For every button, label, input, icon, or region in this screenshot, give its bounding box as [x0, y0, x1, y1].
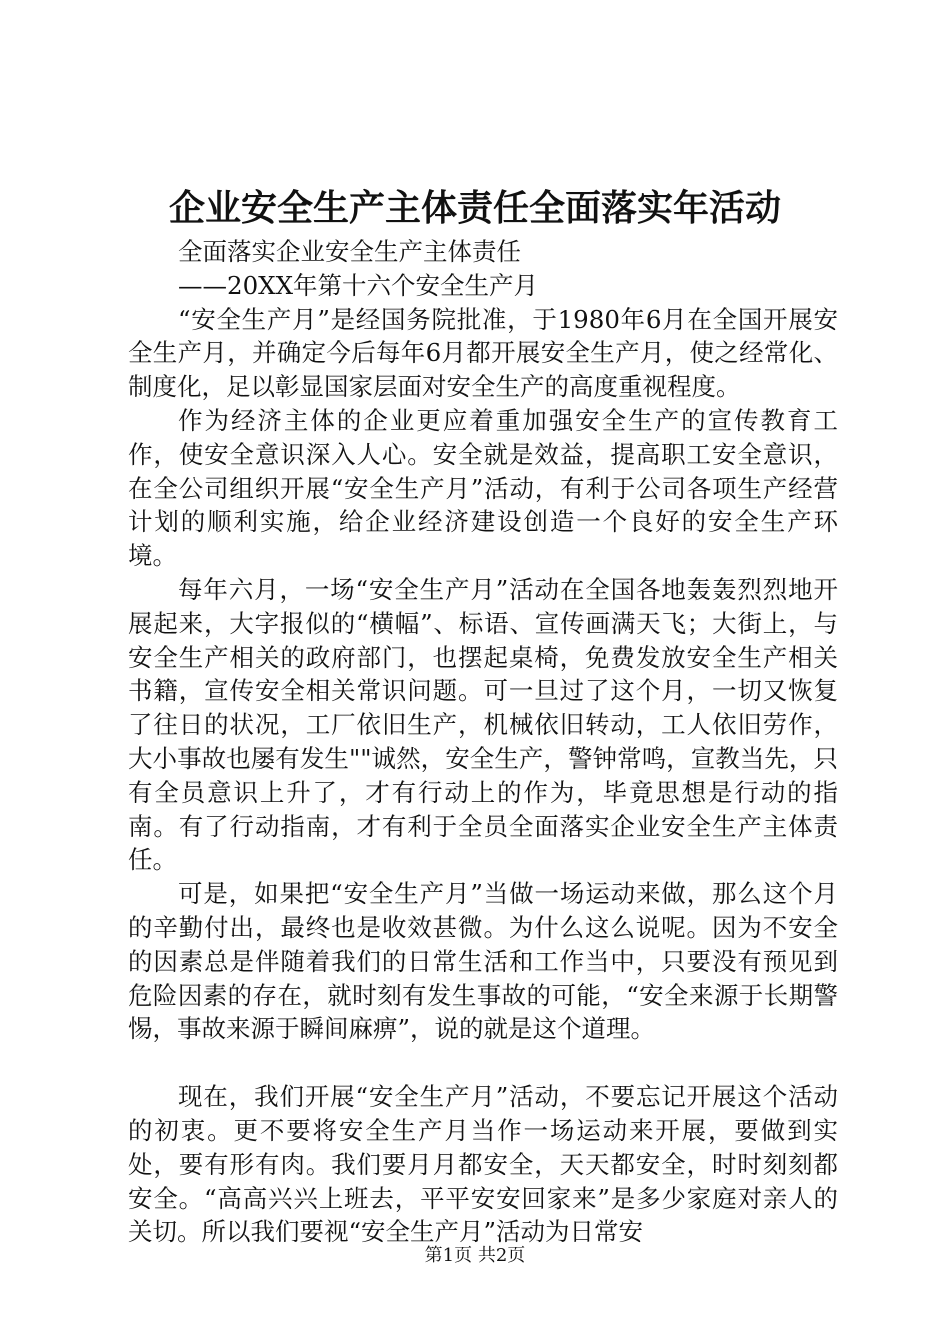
paragraph-4: 可是，如果把“安全生产月”当做一场运动来做，那么这个月的辛勤付出，最终也是收效甚微。为什么这么说呢。因为不安全的因素总是伴随着我们的日常生活和工作当中，只要没有预见到危险因素的存在，就时刻有发生事故的可能，“安全来源于长期警惕，事故来源于瞬间麻痹”，说的就是这个道理。: [128, 879, 838, 1044]
document-body: [128, 235, 838, 1249]
subtitle-line-2: ——20XX年第十六个安全生产月: [178, 270, 539, 300]
paragraph-1: “安全生产月”是经国务院批准，于1980年6月在全国开展安全生产月，并确定今后每年6月都开展安全生产月，使之经常化、制度化，足以彰显国家层面对安全生产的高度重视程度。: [128, 304, 838, 402]
paragraph-spacer: [128, 1046, 838, 1080]
page-footer: 第1页 共2页: [424, 1245, 526, 1266]
paragraph-3: 每年六月，一场“安全生产月”活动在全国各地轰轰烈烈地开展起来，大字报似的“横幅”、标语、宣传画满天飞；大街上，与安全生产相关的政府部门，也摆起桌椅，免费发放安全生产相关书籍，宣传安全相关常识问题。可一旦过了这个月，一切又恢复了往日的状况，工厂依旧生产，机械依旧转动，工人依旧劳作，大小事故也屡有发生""诚然，安全生产，警钟常鸣，宣教当先，只有全员意识上升了，才有行动上的作为，毕竟思想是行动的指南。有了行动指南，才有利于全员全面落实企业安全生产主体责任。: [128, 574, 838, 875]
paragraph-5: 现在，我们开展“安全生产月”活动，不要忘记开展这个活动的初衷。更不要将安全生产月当作一场运动来开展，要做到实处，要有形有肉。我们要月月都安全，天天都安全，时时刻刻都安全。“高高兴兴上班去，平平安安回家来”是多少家庭对亲人的关切。所以我们要视“安全生产月”活动为日常安: [128, 1082, 838, 1247]
paragraph-2: 作为经济主体的企业更应着重加强安全生产的宣传教育工作，使安全意识深入人心。安全就是效益，提高职工安全意识，在全公司组织开展“安全生产月”活动，有利于公司各项生产经营计划的顺利实施，给企业经济建设创造一个良好的安全生产环境。: [128, 405, 838, 571]
subtitle-line-1: 全面落实企业安全生产主体责任: [178, 237, 521, 266]
document-title: 企业安全生产主体责任全面落实年活动: [168, 187, 781, 229]
